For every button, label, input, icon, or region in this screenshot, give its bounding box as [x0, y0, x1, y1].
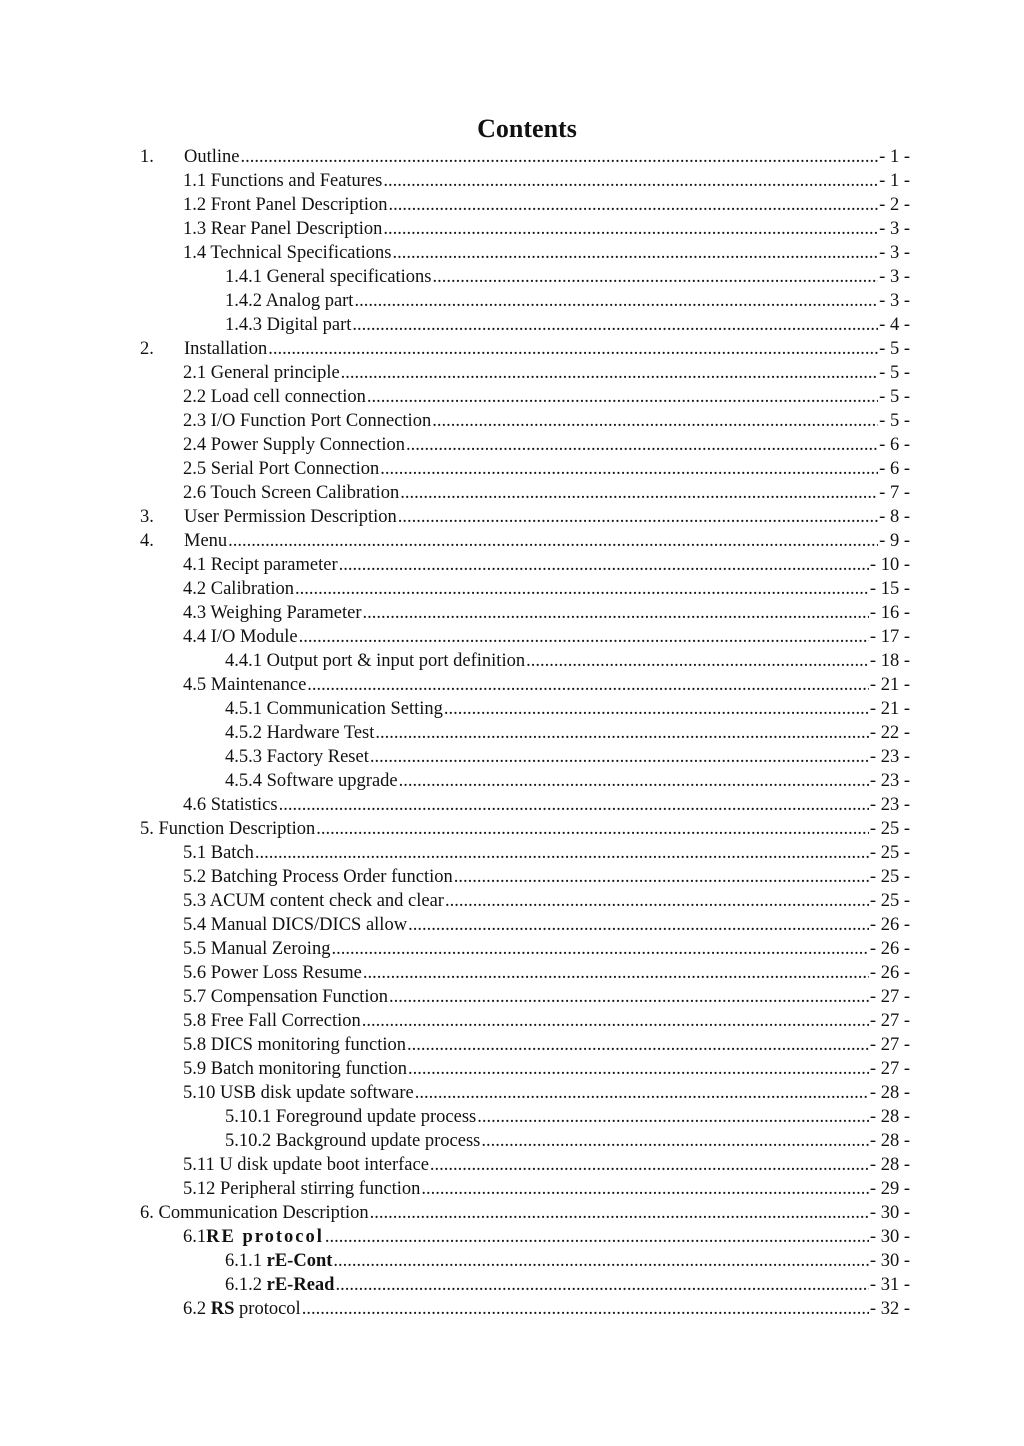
- toc-page-number: - 7 -: [879, 483, 910, 503]
- toc-entry-text: 1.1 Functions and Features: [183, 171, 383, 191]
- toc-entry-label: [225, 1129, 480, 1153]
- toc-entry-text: 2.2 Load cell connection: [183, 387, 366, 407]
- toc-entry-label: [183, 409, 431, 433]
- toc-page-number: - 27 -: [869, 1011, 910, 1031]
- dot-leader: [454, 865, 869, 889]
- toc-entry-label: [183, 1153, 429, 1177]
- toc-page-number: - 15 -: [869, 579, 910, 599]
- toc-entry-text: 5.8 Free Fall Correction: [183, 1011, 361, 1031]
- toc-entry[interactable]: [183, 1081, 910, 1105]
- toc-entry-label: [183, 601, 362, 625]
- toc-entry[interactable]: [183, 889, 910, 913]
- dot-leader: [398, 505, 878, 529]
- toc-entry[interactable]: [225, 313, 910, 337]
- toc-entry-text: 6.2: [183, 1299, 211, 1319]
- toc-entry-label: [183, 625, 298, 649]
- toc-page-number: - 31 -: [869, 1275, 910, 1295]
- toc-entry[interactable]: [183, 385, 910, 409]
- toc-entry-label: [183, 865, 453, 889]
- toc-page-number: - 9 -: [879, 531, 910, 551]
- toc-entry[interactable]: [225, 1129, 910, 1153]
- toc-entry[interactable]: [225, 697, 910, 721]
- toc-entry-text: 5.5 Manual Zeroing: [183, 939, 331, 959]
- toc-entry-text: 6.1.1: [225, 1251, 267, 1271]
- toc-page-number: - 28 -: [869, 1083, 910, 1103]
- toc-entry[interactable]: [183, 913, 910, 937]
- dot-leader: [477, 1105, 869, 1129]
- toc-entry-text: 5.11 U disk update boot interface: [183, 1155, 429, 1175]
- toc-entry[interactable]: [183, 865, 910, 889]
- dot-leader: [399, 769, 869, 793]
- toc-entry-text: 4.5.2 Hardware Test: [225, 723, 375, 743]
- dot-leader: [392, 241, 878, 265]
- toc-entry[interactable]: [183, 217, 910, 241]
- toc-entry-label: [183, 985, 388, 1009]
- toc-entry-text: 2.6 Touch Screen Calibration: [183, 483, 400, 503]
- toc-page-number: - 5 -: [879, 339, 910, 359]
- toc-entry-label: [140, 1201, 369, 1225]
- toc-page-number: - 28 -: [869, 1155, 910, 1175]
- toc-entry[interactable]: [225, 745, 910, 769]
- dot-leader: [363, 961, 869, 985]
- toc-entry[interactable]: [183, 985, 910, 1009]
- toc-entry-text: User Permission Description: [184, 507, 397, 527]
- dot-leader: [255, 841, 869, 865]
- toc-entry-label: [183, 481, 399, 505]
- toc-entry-label: [225, 721, 374, 745]
- toc-entry-label: [183, 385, 366, 409]
- dot-leader: [444, 697, 869, 721]
- toc-entry[interactable]: [225, 1273, 910, 1297]
- dot-leader: [333, 1249, 869, 1273]
- dot-leader: [341, 361, 879, 385]
- toc-entry-text: Outline: [184, 147, 240, 167]
- toc-page-number: - 27 -: [869, 1059, 910, 1079]
- toc-page-number: - 28 -: [869, 1107, 910, 1127]
- toc-entry-text: 4.2 Calibration: [183, 579, 294, 599]
- toc-entry-label: [183, 913, 407, 937]
- toc-page-number: - 25 -: [869, 867, 910, 887]
- dot-leader: [352, 313, 878, 337]
- dot-leader: [445, 889, 869, 913]
- dot-leader: [421, 1177, 869, 1201]
- toc-entry[interactable]: [183, 961, 910, 985]
- toc-entry-label: [183, 1177, 420, 1201]
- toc-page-number: - 27 -: [869, 987, 910, 1007]
- dot-leader: [526, 649, 869, 673]
- toc-entry-label: [183, 1225, 324, 1249]
- toc-page-number: - 3 -: [879, 291, 910, 311]
- dot-leader: [383, 217, 878, 241]
- dot-leader: [383, 169, 878, 193]
- dot-leader: [370, 745, 869, 769]
- toc-entry[interactable]: [140, 1201, 910, 1225]
- dot-leader: [400, 481, 878, 505]
- toc-page-number: - 2 -: [879, 195, 910, 215]
- toc-entry-text: 6.1.2: [225, 1275, 267, 1295]
- toc-entry-text: 1.3 Rear Panel Description: [183, 219, 383, 239]
- toc-page-number: - 26 -: [869, 939, 910, 959]
- toc-page-number: - 3 -: [879, 219, 910, 239]
- toc-entry-text: 5.7 Compensation Function: [183, 987, 389, 1007]
- toc-entry-label: [183, 937, 330, 961]
- dot-leader: [316, 817, 869, 841]
- toc-entry-label: [225, 769, 398, 793]
- toc-entry[interactable]: [183, 1009, 910, 1033]
- toc-page-number: - 23 -: [869, 771, 910, 791]
- toc-entry-label: [225, 289, 353, 313]
- toc-entry-text: 5.9 Batch monitoring function: [183, 1059, 408, 1079]
- toc-entry-label: [183, 1057, 407, 1081]
- toc-entry-text: 5.10.2 Background update process: [225, 1131, 481, 1151]
- toc-page-number: - 1 -: [879, 147, 910, 167]
- toc-entry-text: 1.4.2 Analog part: [225, 291, 354, 311]
- toc-entry[interactable]: [225, 649, 910, 673]
- dot-leader: [375, 721, 869, 745]
- toc-entry[interactable]: [140, 145, 910, 169]
- toc-page-number: - 6 -: [879, 459, 910, 479]
- dot-leader: [335, 1273, 868, 1297]
- dot-leader: [406, 433, 878, 457]
- toc-entry[interactable]: [140, 817, 910, 841]
- toc-entry-label: [140, 337, 267, 361]
- toc-entry[interactable]: [183, 1225, 910, 1249]
- toc-entry-text: 2.4 Power Supply Connection: [183, 435, 405, 455]
- dot-leader: [363, 601, 869, 625]
- toc-entry-label: [183, 889, 444, 913]
- dot-leader: [433, 265, 879, 289]
- toc-page-number: - 25 -: [869, 819, 910, 839]
- toc-entry[interactable]: [140, 529, 910, 553]
- toc-entry[interactable]: [225, 1249, 910, 1273]
- toc-entry-text: 6. Communication Description: [140, 1203, 369, 1223]
- toc-entry-label: [183, 457, 379, 481]
- toc-page-number: - 8 -: [879, 507, 910, 527]
- toc-entry[interactable]: [183, 1033, 910, 1057]
- toc-page-number: - 17 -: [869, 627, 910, 647]
- dot-leader: [241, 145, 879, 169]
- dot-leader: [228, 529, 878, 553]
- toc-page-number: - 32 -: [869, 1299, 910, 1319]
- dot-leader: [380, 457, 878, 481]
- toc-entry-text: 4.5.1 Communication Setting: [225, 699, 443, 719]
- toc-page-number: - 5 -: [879, 387, 910, 407]
- dot-leader: [295, 577, 869, 601]
- toc-entry-label: [183, 553, 338, 577]
- toc-entry-text: 1.4 Technical Specifications: [183, 243, 392, 263]
- toc-entry-suffix: protocol: [234, 1299, 301, 1319]
- dot-leader: [339, 553, 869, 577]
- dot-leader: [362, 1009, 869, 1033]
- toc-page-number: - 28 -: [869, 1131, 910, 1151]
- toc-entry[interactable]: [183, 1177, 910, 1201]
- toc-entry[interactable]: [183, 193, 910, 217]
- dot-leader: [407, 1033, 869, 1057]
- toc-entry[interactable]: [225, 769, 910, 793]
- toc-entry-label: [183, 1297, 301, 1321]
- toc-page-number: - 26 -: [869, 915, 910, 935]
- toc-entry-label: [183, 673, 306, 697]
- toc-entry[interactable]: [225, 1105, 910, 1129]
- toc-entry[interactable]: [183, 673, 910, 697]
- toc-page-number: - 4 -: [879, 315, 910, 335]
- dot-leader: [415, 1081, 869, 1105]
- dot-leader: [481, 1129, 869, 1153]
- toc-entry[interactable]: [183, 409, 910, 433]
- toc-page-number: - 29 -: [869, 1179, 910, 1199]
- toc-entry-text: 5.4 Manual DICS/DICS allow: [183, 915, 408, 935]
- dot-leader: [430, 1153, 869, 1177]
- toc-entry-text: 4.5.4 Software upgrade: [225, 771, 398, 791]
- toc-entry[interactable]: [183, 601, 910, 625]
- toc-entry-text: 4.5 Maintenance: [183, 675, 307, 695]
- toc-entry[interactable]: [183, 1297, 910, 1321]
- toc-entry-label: [225, 313, 351, 337]
- page-title: Contents: [477, 114, 577, 143]
- toc-page-number: - 6 -: [879, 435, 910, 455]
- toc-entry-label: [183, 841, 254, 865]
- toc-entry-label: [225, 1105, 476, 1129]
- toc-entry[interactable]: [183, 937, 910, 961]
- toc-entry[interactable]: [183, 433, 910, 457]
- toc-page-number: - 23 -: [869, 795, 910, 815]
- toc-page-number: - 18 -: [869, 651, 910, 671]
- toc-entry[interactable]: [183, 241, 910, 265]
- toc-entry-text: 2.1 General principle: [183, 363, 340, 383]
- toc-entry-text: 1.4.3 Digital part: [225, 315, 352, 335]
- toc-entry-label: [225, 1249, 332, 1273]
- toc-entry[interactable]: [140, 505, 910, 529]
- toc-entry[interactable]: [183, 1057, 910, 1081]
- toc-entry-label: [225, 265, 432, 289]
- dot-leader: [389, 193, 879, 217]
- toc-entry-label: [225, 649, 525, 673]
- dot-leader: [279, 793, 869, 817]
- toc-entry-text: 5.8 DICS monitoring function: [183, 1035, 407, 1055]
- dot-leader: [325, 1225, 869, 1249]
- toc-entry-label: [183, 577, 294, 601]
- toc-entry-label: [140, 145, 240, 169]
- toc-entry-text: Installation: [184, 339, 268, 359]
- toc-entry-text: 1.2 Front Panel Description: [183, 195, 388, 215]
- toc-entry[interactable]: [183, 553, 910, 577]
- toc-entry-label: [225, 697, 443, 721]
- toc-page-number: - 22 -: [869, 723, 910, 743]
- toc-page-number: - 1 -: [879, 171, 910, 191]
- dot-leader: [331, 937, 868, 961]
- toc-entry-text: 5.3 ACUM content check and clear: [183, 891, 444, 911]
- toc-entry-text: 4.4.1 Output port & input port definition: [225, 651, 526, 671]
- toc-entry[interactable]: [183, 457, 910, 481]
- toc-entry-bold-text: rE-Cont: [266, 1251, 333, 1271]
- toc-entry-text: 5.10 USB disk update software: [183, 1083, 414, 1103]
- dot-leader: [367, 385, 878, 409]
- toc-entry-label: [225, 1273, 334, 1297]
- toc-entry-label: [183, 193, 388, 217]
- toc-entry-label: [140, 817, 315, 841]
- toc-page-number: - 21 -: [869, 699, 910, 719]
- toc-entry-text: 4.3 Weighing Parameter: [183, 603, 362, 623]
- toc-page-number: - 16 -: [869, 603, 910, 623]
- toc-entry-bold-text: RE protocol: [206, 1227, 324, 1247]
- toc-entry-label: [183, 793, 278, 817]
- dot-leader: [432, 409, 878, 433]
- toc-entry-label: [140, 529, 227, 553]
- toc-page-number: - 30 -: [869, 1251, 910, 1271]
- toc-entry-text: 1.4.1 General specifications: [225, 267, 432, 287]
- toc-entry[interactable]: [183, 481, 910, 505]
- toc-entry-text: 5.10.1 Foreground update process: [225, 1107, 477, 1127]
- toc-page-number: - 10 -: [869, 555, 910, 575]
- toc-page-number: - 25 -: [869, 843, 910, 863]
- toc-entry-label: [183, 1009, 361, 1033]
- toc-entry-text: 6.1: [183, 1227, 207, 1247]
- toc-entry-label: [183, 1081, 414, 1105]
- toc-page-number: - 30 -: [869, 1203, 910, 1223]
- toc-entry-text: 4.6 Statistics: [183, 795, 278, 815]
- toc-entry[interactable]: [183, 793, 910, 817]
- toc-entry-label: [183, 433, 405, 457]
- toc-entry[interactable]: [183, 1153, 910, 1177]
- toc-entry[interactable]: [183, 841, 910, 865]
- toc-page-number: - 25 -: [869, 891, 910, 911]
- toc-entry-label: [183, 961, 362, 985]
- dot-leader: [408, 1057, 869, 1081]
- toc-page-number: - 3 -: [879, 267, 910, 287]
- toc-entry[interactable]: [183, 361, 910, 385]
- toc-entry-text: 5.2 Batching Process Order function: [183, 867, 453, 887]
- toc-entry-label: [183, 1033, 406, 1057]
- toc-entry-number: 4.: [140, 531, 154, 551]
- toc-page-number: - 21 -: [869, 675, 910, 695]
- toc-entry-text: 4.5.3 Factory Reset: [225, 747, 369, 767]
- toc-entry-text: 4.4 I/O Module: [183, 627, 298, 647]
- toc-entry-text: 5.12 Peripheral stirring function: [183, 1179, 421, 1199]
- toc-page-number: - 23 -: [869, 747, 910, 767]
- toc-page-number: - 5 -: [879, 411, 910, 431]
- toc-entry-label: [140, 505, 397, 529]
- toc-entry[interactable]: [225, 265, 910, 289]
- toc-entry-label: [225, 745, 369, 769]
- toc-entry-text: 5. Function Description: [140, 819, 316, 839]
- toc-page-number: - 3 -: [879, 243, 910, 263]
- dot-leader: [299, 625, 869, 649]
- toc-entry-number: 2.: [140, 339, 154, 359]
- toc-entry-bold-text: RS: [210, 1299, 235, 1319]
- dot-leader: [389, 985, 869, 1009]
- toc-entry[interactable]: [183, 625, 910, 649]
- toc-entry-text: 2.5 Serial Port Connection: [183, 459, 380, 479]
- toc-entry[interactable]: [183, 577, 910, 601]
- toc-entry-label: [183, 169, 382, 193]
- toc-entry[interactable]: [225, 721, 910, 745]
- toc-entry[interactable]: [225, 289, 910, 313]
- dot-leader: [408, 913, 869, 937]
- toc-page-number: - 26 -: [869, 963, 910, 983]
- toc-entry-text: Menu: [184, 531, 228, 551]
- toc-entry-text: 4.1 Recipt parameter: [183, 555, 338, 575]
- toc-entry[interactable]: [140, 337, 910, 361]
- toc-entry-label: [183, 241, 391, 265]
- toc-entry-text: 5.1 Batch: [183, 843, 254, 863]
- dot-leader: [268, 337, 878, 361]
- dot-leader: [370, 1201, 869, 1225]
- dot-leader: [302, 1297, 869, 1321]
- toc-entry-label: [183, 361, 340, 385]
- dot-leader: [307, 673, 869, 697]
- toc-entry-text: 2.3 I/O Function Port Connection: [183, 411, 432, 431]
- toc-entry-bold-text: rE-Read: [266, 1275, 335, 1295]
- toc-entry-label: [183, 217, 382, 241]
- toc-entry-text: 5.6 Power Loss Resume: [183, 963, 362, 983]
- toc-page-number: - 5 -: [879, 363, 910, 383]
- toc-page-number: - 27 -: [869, 1035, 910, 1055]
- toc-entry-number: 1.: [140, 147, 154, 167]
- toc-entry-number: 3.: [140, 507, 154, 527]
- toc-entry[interactable]: [183, 169, 910, 193]
- toc-page-number: - 30 -: [869, 1227, 910, 1247]
- dot-leader: [354, 289, 878, 313]
